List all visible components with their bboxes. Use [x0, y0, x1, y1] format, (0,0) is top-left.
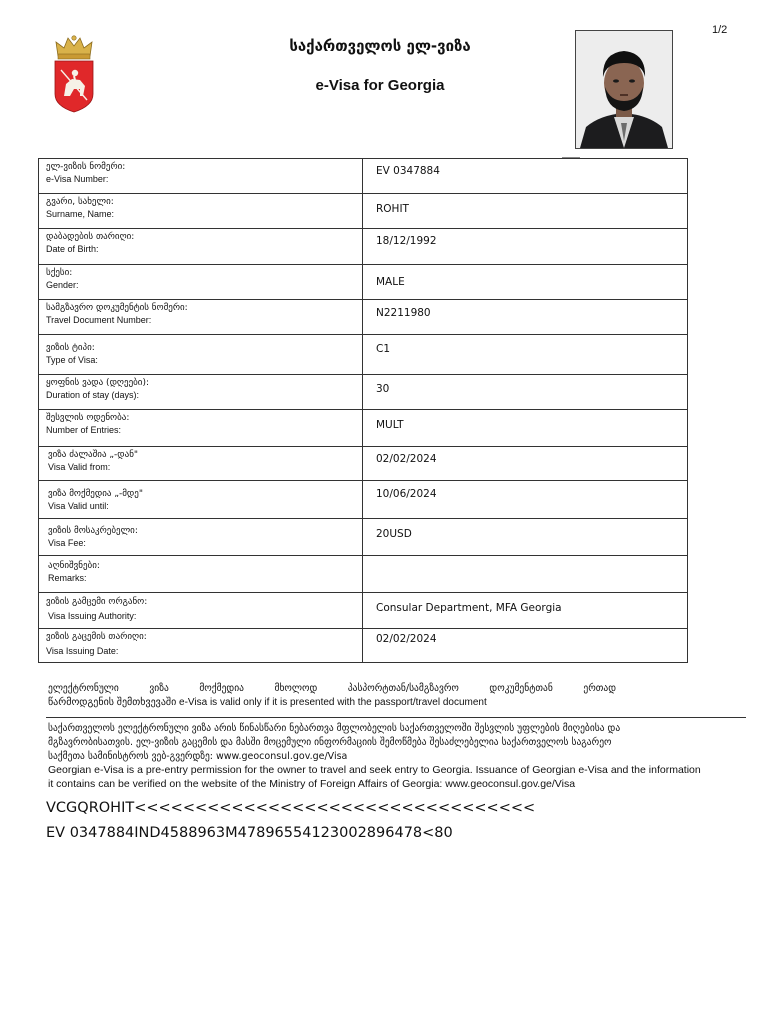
table-row [39, 335, 688, 375]
info-note-english [48, 763, 748, 791]
visa-details-table [38, 158, 688, 663]
label-georgian: სქესი: [46, 268, 73, 278]
label-georgian: ელ-ვიზის ნომერი: [46, 162, 126, 172]
label-english: Visa Issuing Authority: [48, 611, 137, 621]
field-label [39, 194, 363, 229]
validity-note-english: წარმოდგენის შემთხვევაში e-Visa is valid only if it is presented with the passport/travel document [48, 697, 487, 708]
field-value-cell [363, 556, 688, 593]
field-label [39, 519, 363, 556]
info-line: it contains can be verified on the website of the Ministry of Foreign Affairs of Georgia: www.geoconsul.gov.ge/Visa [48, 778, 576, 790]
label-english: e-Visa Number: [46, 174, 109, 184]
label-english: Visa Valid from: [48, 462, 111, 472]
field-value-cell [363, 447, 688, 481]
table-row [39, 194, 688, 229]
label-georgian: ვიზა მოქმედია „-მდე" [48, 489, 144, 499]
valid-from-value: 02/02/2024 [376, 453, 437, 465]
label-georgian: ვიზის გამცემი ორგანო: [46, 597, 148, 607]
label-georgian: აღნიშვნები: [48, 561, 100, 571]
field-label [39, 335, 363, 375]
field-value-cell [363, 481, 688, 519]
field-value-cell [363, 265, 688, 300]
field-value-cell [363, 593, 688, 629]
field-label [39, 481, 363, 519]
table-row [39, 519, 688, 556]
label-english: Remarks: [48, 573, 87, 583]
field-label [39, 629, 363, 663]
field-value-cell [363, 229, 688, 265]
field-value-cell [363, 300, 688, 335]
info-line: Georgian e-Visa is a pre-entry permission for the owner to travel and seek entry to Georgia. Issuance of Georgian e-Visa and the information [48, 764, 701, 776]
label-english: Travel Document Number: [46, 315, 152, 325]
field-label [39, 410, 363, 447]
visa-fee-value: 20USD [376, 528, 412, 540]
surname-name-value: ROHIT [376, 203, 409, 215]
issuing-date-value: 02/02/2024 [376, 633, 437, 645]
field-label [39, 300, 363, 335]
label-georgian: ვიზის მოსაკრებელი: [48, 526, 138, 536]
travel-document-value: N2211980 [376, 307, 431, 319]
field-label [39, 265, 363, 300]
label-english: Date of Birth: [46, 244, 99, 254]
entries-value: MULT [376, 419, 404, 431]
validity-note [48, 682, 616, 710]
table-row [39, 481, 688, 519]
gender-value: MALE [376, 276, 405, 288]
label-english: Duration of stay (days): [46, 390, 140, 400]
field-label [39, 593, 363, 629]
field-label [39, 375, 363, 410]
field-value-cell [363, 375, 688, 410]
info-line: საქმეთა სამინისტროს ვებ-გვერდზე: www.geoconsul.gov.ge/Visa [48, 751, 348, 762]
field-value-cell [363, 335, 688, 375]
label-georgian: ვიზა ძალაშია „-დან" [48, 450, 139, 460]
label-english: Number of Entries: [46, 425, 122, 435]
divider [46, 717, 746, 718]
info-note-georgian [48, 722, 748, 764]
label-georgian: ვიზის ტიპი: [46, 343, 95, 353]
field-label [39, 447, 363, 481]
duration-value: 30 [376, 383, 390, 395]
page-number: 1/2 [712, 24, 728, 36]
title-georgian: საქართველოს ელ-ვიზა [289, 37, 471, 55]
table-row [39, 593, 688, 629]
label-english: Visa Fee: [48, 538, 86, 548]
table-row [39, 265, 688, 300]
label-georgian: შესვლის ოდენობა: [46, 413, 130, 423]
label-english: Visa Valid until: [48, 501, 109, 511]
georgia-coat-of-arms-icon [52, 34, 96, 114]
field-value-cell [363, 159, 688, 194]
table-row [39, 410, 688, 447]
field-value-cell [363, 629, 688, 663]
table-row [39, 629, 688, 663]
issuing-authority-value: Consular Department, MFA Georgia [376, 602, 562, 614]
title-english: e-Visa for Georgia [315, 77, 445, 94]
field-value-cell [363, 410, 688, 447]
field-label [39, 229, 363, 265]
table-row [39, 300, 688, 335]
visa-type-value: C1 [376, 343, 391, 355]
validity-note-georgian: ელექტრონული ვიზა მოქმედია მხოლოდ პასპორტთან/სამგზავრო დოკუმენტთან ერთად [48, 683, 616, 694]
table-row [39, 375, 688, 410]
mrz-line-2: EV 0347884IND4588963M47896554123002896478<80 [46, 825, 453, 841]
label-english: Surname, Name: [46, 209, 115, 219]
table-row [39, 229, 688, 265]
valid-until-value: 10/06/2024 [376, 488, 437, 500]
evisa-number-value: EV 0347884 [376, 165, 440, 177]
table-row [39, 556, 688, 593]
table-row [39, 447, 688, 481]
label-english: Type of Visa: [46, 355, 98, 365]
label-georgian: ვიზის გაცემის თარიღი: [46, 632, 147, 642]
field-label [39, 556, 363, 593]
label-english: Visa Issuing Date: [46, 646, 119, 656]
label-georgian: გვარი, სახელი: [46, 197, 114, 207]
label-english: Gender: [46, 280, 79, 290]
field-value-cell [363, 519, 688, 556]
label-georgian: სამგზავრო დოკუმენტის ნომერი: [46, 303, 188, 313]
field-value-cell [363, 194, 688, 229]
label-georgian: დაბადების თარიღი: [46, 232, 135, 242]
holder-photo [575, 30, 673, 149]
info-line: საქართველოს ელექტრონული ვიზა არის წინასწარი ნებართვა მფლობელის საქართველოში შესვლის უფლების მიღებისა და [48, 723, 621, 734]
date-of-birth-value: 18/12/1992 [376, 235, 437, 247]
label-georgian: ყოფნის ვადა (დღეები): [46, 378, 150, 388]
mrz-line-1: VCGQROHIT<<<<<<<<<<<<<<<<<<<<<<<<<<<<<<<<< [46, 800, 536, 816]
info-line: მგზავრობისათვის. ელ-ვიზის გაცემის და მასში მოცემული ინფორმაციის შემოწმება შესაძლებელია საქართველოს საგარეო [48, 737, 612, 748]
table-row [39, 159, 688, 194]
field-label [39, 159, 363, 194]
